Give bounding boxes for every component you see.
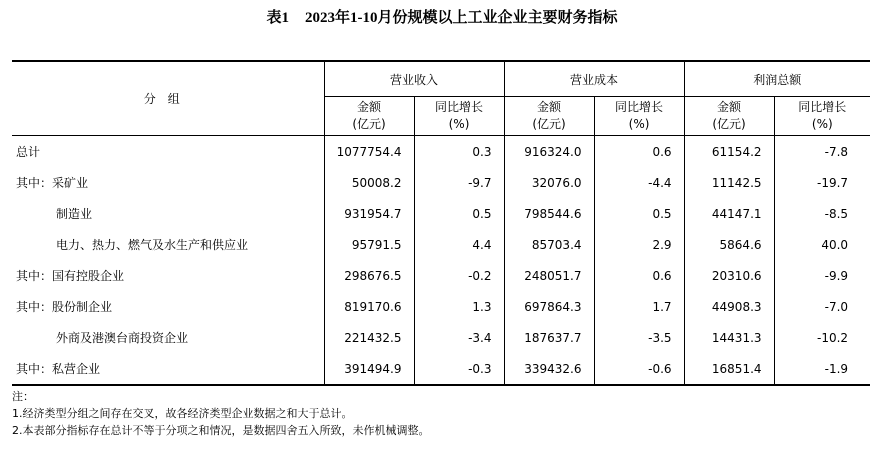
cell-value: -9.9 [824,268,849,283]
amount-header: 金额 (亿元) [504,97,594,136]
table-notes [12,388,430,439]
cell-value: 0.5 [414,198,504,229]
cell-value: -0.3 [414,353,504,385]
table-title-text: 2023年1-10月份规模以上工业企业主要财务指标 [305,10,618,26]
cell-value: 339432.6 [504,353,594,385]
cell-value: 44147.1 [684,198,774,229]
row-label: 总计 [12,136,324,168]
row-label: 其中：私营企业 [12,353,324,385]
cell-value: 0.6 [594,260,684,291]
growth-header: 同比增长 (%) [594,97,684,136]
row-label: 其中：采矿业 [12,167,324,198]
cell-value: 248051.7 [504,260,594,291]
cell-value: -19.7 [816,175,849,190]
table-row [12,353,870,385]
cell-value: 916324.0 [504,136,594,168]
cell-value: 1.7 [594,291,684,322]
cell-value: 221432.5 [324,322,414,353]
cell-value: -1.9 [774,353,870,385]
cell-value: 0.3 [414,136,504,168]
cell-value: -10.2 [816,330,849,345]
cell-value: -9.7 [414,167,504,198]
table-number: 表1 [266,10,289,26]
row-label: 其中：股份制企业 [12,291,324,322]
cell-value: 697864.3 [504,291,594,322]
row-label: 其中：国有控股企业 [12,260,324,291]
table-row [12,198,870,229]
notes-heading: 注： [12,390,34,403]
metric-header-profit: 利润总额 [684,61,870,97]
cell-value: 391494.9 [324,353,414,385]
growth-header: 同比增长 (%) [774,97,870,136]
cell-value: 298676.5 [324,260,414,291]
table-row [12,136,870,168]
row-label: 电力、热力、燃气及水生产和供应业 [12,229,324,260]
cell-value: 95791.5 [324,229,414,260]
cell-value: 931954.7 [324,198,414,229]
table-row [12,167,870,198]
cell-value: 1.3 [414,291,504,322]
table-row [12,260,870,291]
cell-value: 32076.0 [504,167,594,198]
cell-value: -7.8 [824,144,849,159]
table-row [12,322,870,353]
row-label: 制造业 [12,198,324,229]
cell-value: 44908.3 [684,291,774,322]
metric-header-cost: 营业成本 [504,61,684,97]
cell-value: -3.5 [594,322,684,353]
cell-value: 819170.6 [324,291,414,322]
financial-indicators-table [12,60,870,386]
row-label: 外商及港澳台商投资企业 [12,322,324,353]
note-item: 2.本表部分指标存在总计不等于分项之和情况，是数据四舍五入所致，未作机械调整。 [12,424,430,437]
cell-value: -3.4 [414,322,504,353]
amount-header: 金额 (亿元) [324,97,414,136]
group-header: 分组 [12,61,324,136]
cell-value: 11142.5 [684,167,774,198]
cell-value: 50008.2 [324,167,414,198]
cell-value: 0.5 [594,198,684,229]
cell-value: 5864.6 [684,229,774,260]
cell-value: -0.6 [594,353,684,385]
amount-header: 金额 (亿元) [684,97,774,136]
cell-value: -0.2 [414,260,504,291]
table-row [12,229,870,260]
table-title [0,6,884,27]
cell-value: 0.6 [594,136,684,168]
cell-value: 61154.2 [684,136,774,168]
cell-value: 40.0 [821,237,849,252]
cell-value: 2.9 [594,229,684,260]
note-item: 1.经济类型分组之间存在交叉，故各经济类型企业数据之和大于总计。 [12,407,353,420]
table-row [12,291,870,322]
cell-value: -7.0 [824,299,849,314]
cell-value: 4.4 [414,229,504,260]
cell-value: 1077754.4 [324,136,414,168]
metric-header-revenue: 营业收入 [324,61,504,97]
cell-value: -8.5 [824,206,849,221]
growth-header: 同比增长 (%) [414,97,504,136]
cell-value: 798544.6 [504,198,594,229]
cell-value: 85703.4 [504,229,594,260]
cell-value: 20310.6 [684,260,774,291]
cell-value: 187637.7 [504,322,594,353]
cell-value: -4.4 [594,167,684,198]
cell-value: 14431.3 [684,322,774,353]
cell-value: 16851.4 [684,353,774,385]
